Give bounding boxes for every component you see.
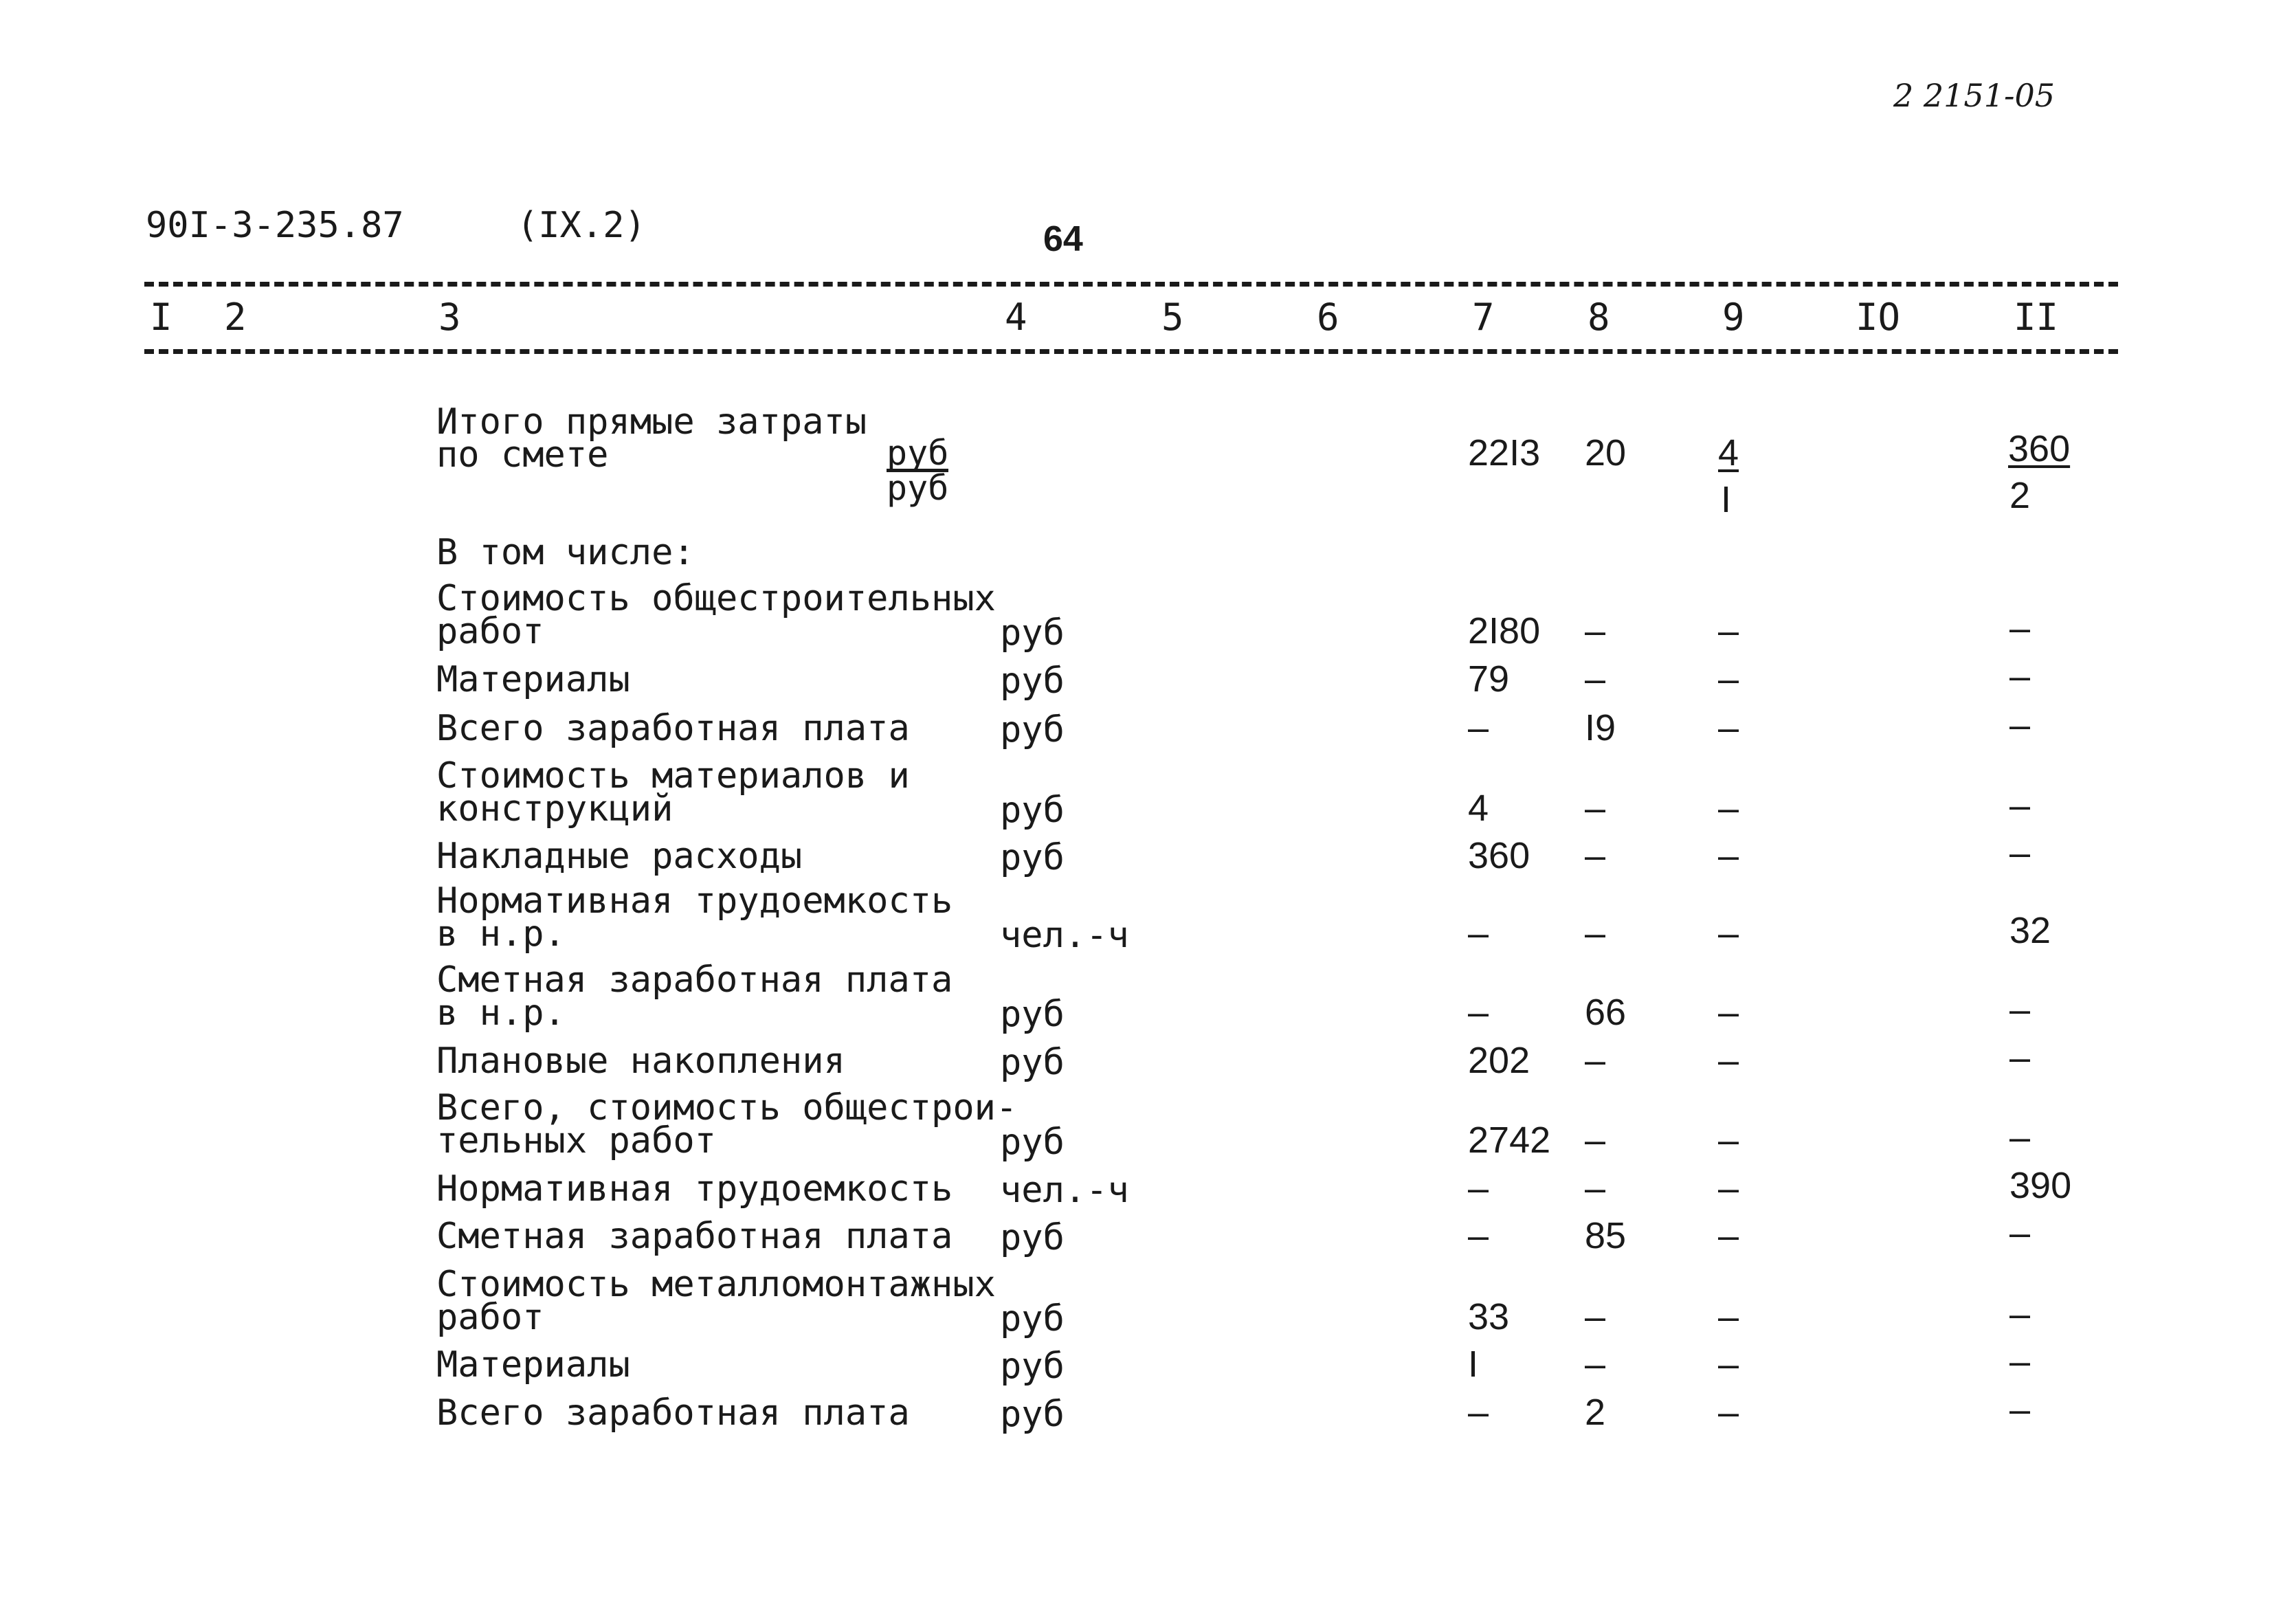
row-col11: – [2009, 608, 2031, 649]
row-col11: – [2009, 785, 2031, 826]
row-col7: 79 [1468, 658, 1510, 700]
row-col9: – [1718, 1296, 1739, 1337]
handwritten-code: 2 2151-05 [1893, 77, 2056, 114]
row-col9: – [1718, 913, 1739, 954]
row-col11: – [2009, 1293, 2031, 1335]
row-description: Стоимость общестроительных работ [436, 578, 996, 652]
row-unit: руб [1000, 612, 1065, 654]
row-col7: 360 [1468, 835, 1530, 876]
row-col11: – [2009, 704, 2031, 746]
row-col11: – [2009, 1117, 2031, 1158]
column-number: II [2014, 296, 2059, 339]
row-col11: – [2009, 1389, 2031, 1430]
row-col7: – [1468, 1215, 1489, 1256]
total-label-line1: Итого прямые затраты [436, 401, 867, 443]
row-col7: 4 [1468, 788, 1489, 829]
row-col11: – [2009, 1212, 2031, 1254]
row-unit: руб [1000, 1298, 1065, 1339]
row-col7: – [1468, 1168, 1489, 1209]
row-col7: 33 [1468, 1296, 1510, 1337]
row-col11: – [2009, 832, 2031, 874]
column-number: 2 [224, 296, 247, 339]
document-code: 90I-3-235.87 [146, 205, 404, 246]
including-label: В том числе: [436, 532, 695, 573]
section-code: (IX.2) [517, 205, 646, 246]
row-col11: – [2009, 1037, 2031, 1078]
total-unit-top: руб [887, 433, 949, 473]
column-number: 6 [1317, 296, 1339, 339]
row-description: Нормативная трудоемкость [436, 1168, 953, 1210]
row-col8: 85 [1585, 1215, 1627, 1256]
row-col7: 202 [1468, 1040, 1530, 1081]
row-col8: – [1585, 835, 1606, 876]
total-col9-top: 4 [1718, 432, 1739, 474]
row-col7: – [1468, 913, 1489, 954]
row-unit: руб [1000, 1122, 1065, 1163]
row-col9: – [1718, 707, 1739, 748]
row-col8: 66 [1585, 992, 1627, 1033]
row-col7: I [1468, 1344, 1479, 1385]
row-unit: руб [1000, 709, 1065, 750]
row-col7: – [1468, 992, 1489, 1033]
row-col9: – [1718, 610, 1739, 652]
row-description: Всего, стоимость общестрои- тельных работ [436, 1087, 1018, 1161]
row-unit: руб [1000, 1394, 1065, 1435]
page-number: 64 [1043, 219, 1083, 259]
total-unit-bottom: руб [887, 468, 949, 508]
row-col9: – [1718, 1120, 1739, 1161]
row-col11: – [2009, 656, 2031, 697]
row-col7: 2742 [1468, 1120, 1551, 1161]
row-col8: – [1585, 1120, 1606, 1161]
row-col11: – [2009, 1341, 2031, 1382]
column-number: I [150, 296, 172, 339]
row-description: Стоимость металломонтажных работ [436, 1264, 996, 1338]
row-col8: I9 [1585, 707, 1616, 748]
row-col9: – [1718, 1040, 1739, 1081]
row-col7: – [1468, 1392, 1489, 1433]
row-col8: – [1585, 610, 1606, 652]
row-col7: – [1468, 707, 1489, 748]
row-unit: руб [1000, 1346, 1065, 1387]
row-col9: – [1718, 1168, 1739, 1209]
row-col9: – [1718, 1392, 1739, 1433]
column-number: 9 [1722, 296, 1745, 339]
column-number: 7 [1472, 296, 1495, 339]
row-unit: чел.-ч [1000, 915, 1129, 956]
row-description: Всего заработная плата [436, 708, 910, 749]
row-col11: 390 [2009, 1165, 2072, 1206]
header-top-rule [144, 282, 2118, 287]
column-number: 4 [1005, 296, 1027, 339]
total-col8: 20 [1585, 432, 1627, 474]
row-description: Материалы [436, 659, 630, 700]
row-col7: 2I80 [1468, 610, 1541, 652]
row-unit: чел.-ч [1000, 1170, 1129, 1211]
row-col8: – [1585, 1040, 1606, 1081]
row-unit: руб [1000, 1217, 1065, 1258]
header-bottom-rule [144, 349, 2118, 354]
row-unit: руб [1000, 660, 1065, 702]
row-col8: – [1585, 913, 1606, 954]
column-number: 5 [1161, 296, 1184, 339]
row-col11: 32 [2009, 910, 2051, 951]
total-unit-fraction [887, 433, 949, 508]
total-col11-bottom: 2 [2009, 475, 2031, 516]
row-col8: – [1585, 1344, 1606, 1385]
row-col9: – [1718, 1215, 1739, 1256]
row-col9: – [1718, 788, 1739, 829]
total-label-line2: по смете [436, 434, 609, 476]
row-col8: – [1585, 1296, 1606, 1337]
row-unit: руб [1000, 1042, 1065, 1083]
column-number: 8 [1588, 296, 1610, 339]
row-description: Нормативная трудоемкость в н.р. [436, 880, 953, 955]
row-col9: – [1718, 835, 1739, 876]
row-col9: – [1718, 992, 1739, 1033]
row-description: Стоимость материалов и конструкций [436, 755, 910, 830]
row-col9: – [1718, 1344, 1739, 1385]
row-col8: 2 [1585, 1392, 1606, 1433]
total-col7: 22I3 [1468, 432, 1541, 474]
row-description: Всего заработная плата [436, 1392, 910, 1434]
row-description: Материалы [436, 1344, 630, 1386]
row-description: Плановые накопления [436, 1041, 845, 1082]
row-col8: – [1585, 658, 1606, 700]
row-description: Накладные расходы [436, 836, 803, 877]
row-col8: – [1585, 788, 1606, 829]
row-unit: руб [1000, 837, 1065, 878]
row-description: Сметная заработная плата в н.р. [436, 959, 953, 1034]
row-unit: руб [1000, 790, 1065, 831]
row-col8: – [1585, 1168, 1606, 1209]
total-col11-top: 360 [2008, 428, 2071, 469]
row-col11: – [2009, 989, 2031, 1030]
total-col9-bottom: I [1721, 479, 1732, 520]
row-unit: руб [1000, 994, 1065, 1035]
column-number: 3 [438, 296, 461, 339]
column-number: IO [1856, 296, 1901, 339]
row-col9: – [1718, 658, 1739, 700]
row-description: Сметная заработная плата [436, 1216, 953, 1257]
